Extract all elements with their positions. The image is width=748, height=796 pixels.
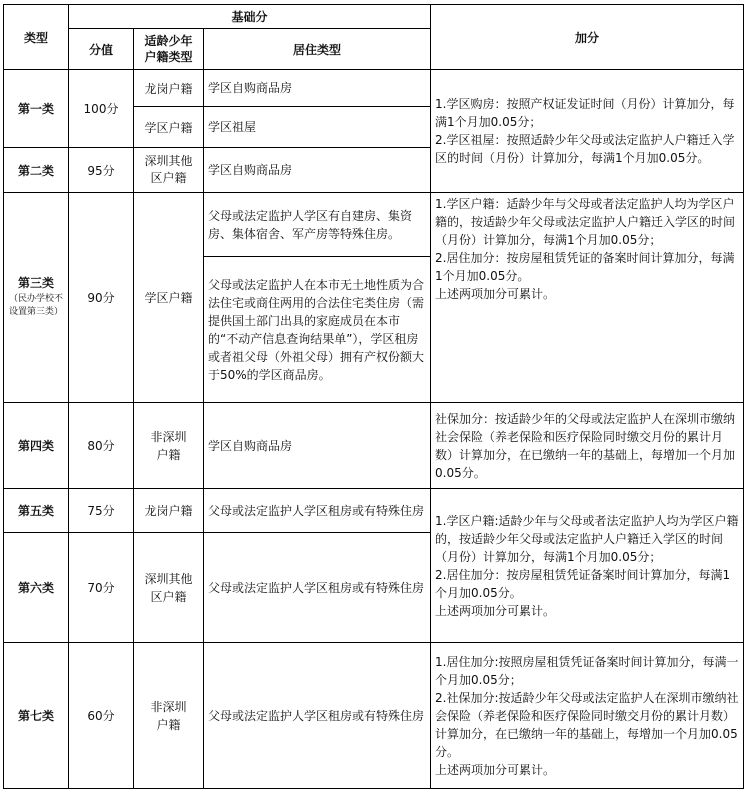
bonus-category-7-text: 1.居住加分:按照房屋租赁凭证备案时间计算加分，每满一个月加0.05分； 2.社保加分:按适龄少年父母或法定监护人在深圳市缴纳社会保险（养老保险和医疗保险同时缴交月份的累计月数）计算加分，在已缴纳一年的基础上，每增加一个月加0.05分。 上述两项加分可累计。	[435, 654, 739, 777]
bonus-category-3-text: 1.学区户籍：适龄少年与父母或者法定监护人均为学区户籍的，按适龄少年父母或法定监护人户籍迁入学区的时间（月份）计算加分，每满1个月加0.05分； 2.居住加分：按房屋租赁凭证的备案时间计算加分，每满1个月加0.05分。 上述两项加分可累计。	[435, 197, 736, 301]
category-3-note: （民办学校不设置第三类）	[8, 294, 63, 317]
category-5-residence: 父母或法定监护人学区租房或有特殊住房	[204, 489, 431, 533]
category-2: 第二类	[4, 148, 69, 193]
category-2-residence: 学区自购商品房	[204, 148, 431, 193]
bonus-categories-5-6	[431, 489, 744, 643]
category-1-residence-b: 学区祖屋	[204, 107, 431, 148]
category-1-hukou-b: 学区户籍	[134, 107, 204, 148]
category-4: 第四类	[4, 403, 69, 489]
category-2-score: 95分	[69, 148, 134, 193]
category-3: 第三类	[17, 276, 54, 290]
header-hukou-type: 适龄少年户籍类型	[134, 29, 204, 70]
bonus-categories-1-2	[431, 70, 744, 193]
category-7: 第七类	[4, 643, 69, 789]
category-7-hukou: 非深圳户籍	[134, 643, 204, 789]
category-4-hukou: 非深圳户籍	[134, 403, 204, 489]
category-3-hukou: 学区户籍	[134, 193, 204, 403]
category-6: 第六类	[4, 533, 69, 643]
bonus-category-4: 社保加分：按适龄少年的父母或法定监护人在深圳市缴纳社会保险（养老保险和医疗保险同时缴交月份的累计月数）计算加分，在已缴纳一年的基础上，每增加一个月加0.05分。	[431, 403, 744, 489]
bonus-categories-5-6-text: 1.学区户籍:适龄少年与父母或者法定监护人均为学区户籍的，按适龄少年父母或法定监护人户籍迁入学区的时间（月份）计算加分，每满1个月加0.05分； 2.居住加分：按房屋租赁凭证备案时间计算加分，每满1个月加0.05分。 上述两项加分可累计。	[435, 513, 739, 618]
bonus-category-7	[431, 643, 744, 789]
header-base-score: 基础分	[69, 5, 431, 29]
category-1-score: 100分	[69, 70, 134, 148]
category-3-cell	[4, 193, 69, 403]
category-6-hukou: 深圳其他区户籍	[134, 533, 204, 643]
category-7-score: 60分	[69, 643, 134, 789]
header-type: 类型	[4, 5, 69, 70]
header-bonus: 加分	[431, 5, 744, 70]
category-6-score: 70分	[69, 533, 134, 643]
category-5-score: 75分	[69, 489, 134, 533]
admission-score-table	[3, 4, 744, 789]
bonus-category-3	[431, 193, 744, 403]
category-1-residence-a: 学区自购商品房	[204, 70, 431, 107]
bonus-categories-1-2-text: 1.学区购房：按照产权证发证时间（月份）计算加分，每满1个月加0.05分； 2.学区祖屋：按照适龄少年父母或法定监护人户籍迁入学区的时间（月份）计算加分，每满1个月加0.05分。	[435, 97, 735, 165]
category-3-residence-a: 父母或法定监护人学区有自建房、集资房、集体宿舍、军产房等特殊住房。	[204, 193, 431, 257]
category-5: 第五类	[4, 489, 69, 533]
category-6-residence: 父母或法定监护人学区租房或有特殊住房	[204, 533, 431, 643]
category-4-score: 80分	[69, 403, 134, 489]
category-7-residence: 父母或法定监护人学区租房或有特殊住房	[204, 643, 431, 789]
category-5-hukou: 龙岗户籍	[134, 489, 204, 533]
category-1-hukou-a: 龙岗户籍	[134, 70, 204, 107]
category-3-score: 90分	[69, 193, 134, 403]
category-3-residence-b: 父母或法定监护人在本市无土地性质为合法住宅或商住两用的合法住宅类住房（需提供国土部门出具的家庭成员在本市的“不动产信息查询结果单”），学区租房或者祖父母（外祖父母）拥有产权份额大于50%的学区商品房。	[204, 257, 431, 403]
category-1: 第一类	[4, 70, 69, 148]
header-score-value: 分值	[69, 29, 134, 70]
category-4-residence: 学区自购商品房	[204, 403, 431, 489]
header-residence-type: 居住类型	[204, 29, 431, 70]
category-2-hukou: 深圳其他区户籍	[134, 148, 204, 193]
